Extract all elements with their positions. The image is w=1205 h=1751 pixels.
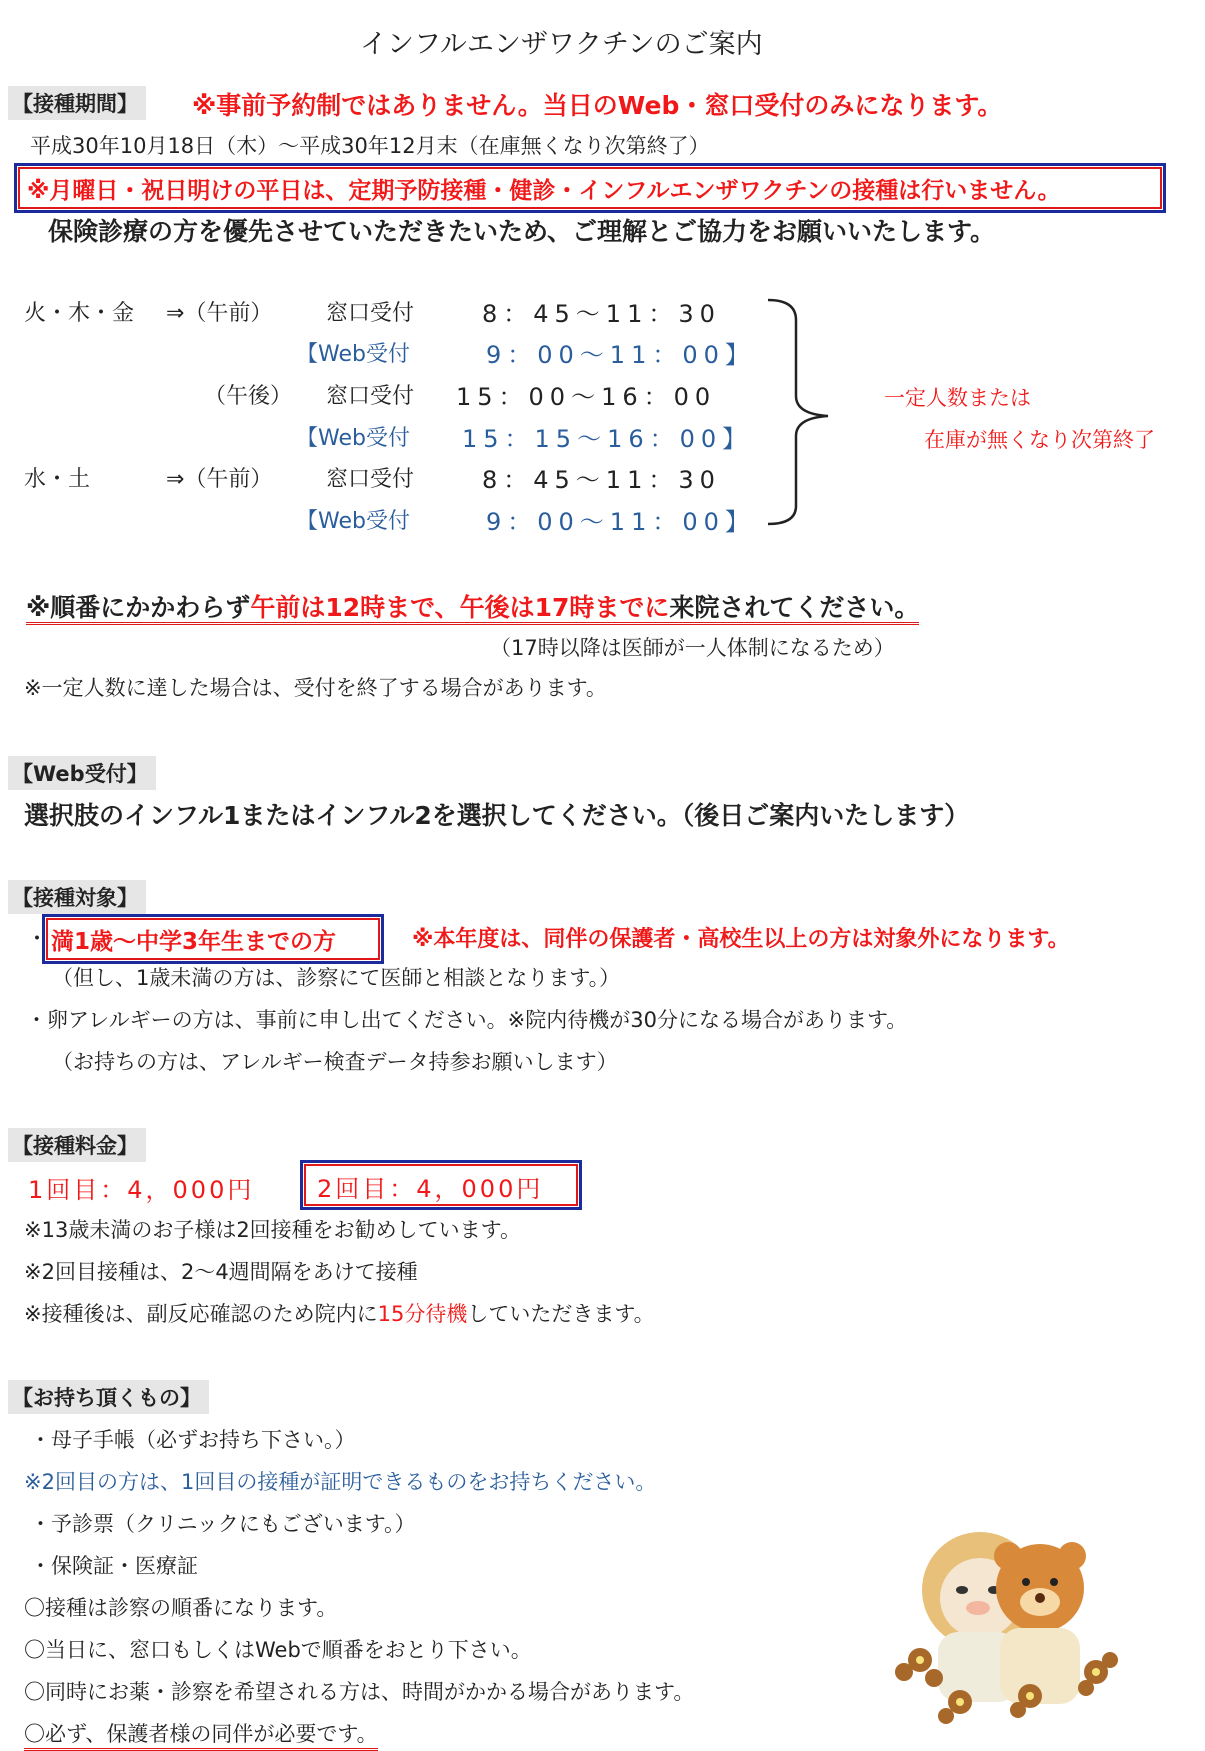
target-header: 【接種対象】 — [8, 880, 146, 914]
fee-second: 2回目：4，000円 — [317, 1175, 544, 1203]
schedule-period: ⇒（午前） — [166, 301, 273, 326]
period-dates: 平成30年10月18日（木）～平成30年12月末（在庫無くなり次第終了） — [30, 134, 710, 158]
schedule-type: 窓口受付 — [326, 301, 415, 326]
web-text: 選択肢のインフル1またはインフル2を選択してください。（後日ご案内いたします） — [24, 801, 970, 830]
brace-icon — [758, 296, 838, 528]
schedule-days: 水・土 — [24, 467, 91, 492]
monday-notice-box — [14, 163, 1166, 213]
fee-note-3-red: 15分待機 — [377, 1302, 468, 1326]
schedule-web-type: 【Web受付 — [296, 509, 410, 534]
target-bullet: ・ — [26, 927, 49, 952]
web-header: 【Web受付】 — [8, 756, 156, 790]
schedule-time: 8：45～11：30 — [482, 466, 721, 494]
target-red-note: ※本年度は、同伴の保護者・高校生以上の方は対象外になります。 — [412, 927, 1070, 952]
bring-item-guardian: 〇必ず、保護者様の同伴が必要です。 — [24, 1718, 378, 1751]
period-notice: ※事前予約制ではありません。当日のWeb・窓口受付のみになります。 — [192, 91, 1003, 120]
side-note-2: 在庫が無くなり次第終了 — [924, 428, 1155, 452]
mascot-illustration-icon — [890, 1520, 1130, 1730]
schedule-web-type: 【Web受付 — [296, 342, 410, 367]
fee-second-box — [300, 1160, 582, 1210]
schedule-web-time: 9：00～11：00】 — [486, 341, 755, 369]
period-header: 【接種期間】 — [8, 86, 146, 120]
schedule-time: 15：00～16：00 — [456, 383, 717, 411]
schedule-period: （午後） — [204, 384, 293, 409]
schedule-type: 窓口受付 — [326, 384, 415, 409]
side-note-1: 一定人数または — [884, 386, 1031, 410]
arrival-prefix: ※順番にかかわらず — [26, 593, 250, 625]
egg-allergy-note: （お持ちの方は、アレルギー検査データ持参お願いします） — [52, 1050, 618, 1074]
schedule-web-time: 15：15～16：00】 — [462, 425, 753, 453]
bring-header: 【お持ち頂くもの】 — [8, 1380, 209, 1414]
bring-item: ・母子手帳（必ずお持ち下さい。） — [30, 1428, 356, 1452]
bring-item: ・保険証・医療証 — [30, 1554, 198, 1578]
schedule-web-type: 【Web受付 — [296, 426, 410, 451]
bring-item-note: ※2回目の方は、1回目の接種が証明できるものをお持ちください。 — [24, 1470, 657, 1494]
monday-notice: ※月曜日・祝日明けの平日は、定期予防接種・健診・インフルエンザワクチンの接種は行いません。 — [27, 178, 1061, 204]
age-range: 満1歳～中学3年生までの方 — [51, 929, 337, 955]
arrival-reason: （17時以降は医師が一人体制になるため） — [490, 636, 895, 660]
bring-item: ・予診票（クリニックにもございます。） — [30, 1512, 416, 1536]
fee-note-2: ※2回目接種は、2～4週間隔をあけて接種 — [24, 1260, 418, 1284]
schedule-period: ⇒（午前） — [166, 467, 273, 492]
schedule-type: 窓口受付 — [326, 467, 415, 492]
schedule-days: 火・木・金 — [24, 301, 135, 326]
egg-allergy: ・卵アレルギーの方は、事前に申し出てください。※院内待機が30分になる場合があります。 — [26, 1008, 908, 1032]
bring-item: 〇当日に、窓口もしくはWebで順番をおとり下さい。 — [24, 1638, 532, 1662]
arrival-red: 午前は12時まで、午後は17時までに — [250, 593, 669, 625]
fee-note-3-suffix: していただきます。 — [467, 1302, 655, 1326]
schedule-web-time: 9：00～11：00】 — [486, 508, 755, 536]
page-title: インフルエンザワクチンのご案内 — [360, 29, 763, 60]
fee-header: 【接種料金】 — [8, 1128, 146, 1162]
target-note: （但し、1歳未満の方は、診察にて医師と相談となります。） — [52, 966, 621, 990]
schedule-time: 8：45～11：30 — [482, 300, 721, 328]
arrival-limit: ※一定人数に達した場合は、受付を終了する場合があります。 — [24, 676, 607, 700]
fee-first: 1回目：4，000円 — [28, 1176, 255, 1204]
age-box — [42, 914, 384, 964]
priority-text: 保険診療の方を優先させていただきたいため、ご理解とご協力をお願いいたします。 — [48, 217, 996, 246]
fee-note-1: ※13歳未満のお子様は2回接種をお勧めしています。 — [24, 1218, 521, 1242]
fee-note-3-prefix: ※接種後は、副反応確認のため院内に — [24, 1302, 378, 1326]
bring-item: 〇同時にお薬・診察を希望される方は、時間がかかる場合があります。 — [24, 1680, 695, 1704]
fee-note-3 — [24, 1298, 655, 1328]
arrival-note — [26, 588, 919, 624]
bring-item: 〇接種は診察の順番になります。 — [24, 1596, 338, 1620]
arrival-suffix: 来院されてください。 — [669, 593, 919, 625]
